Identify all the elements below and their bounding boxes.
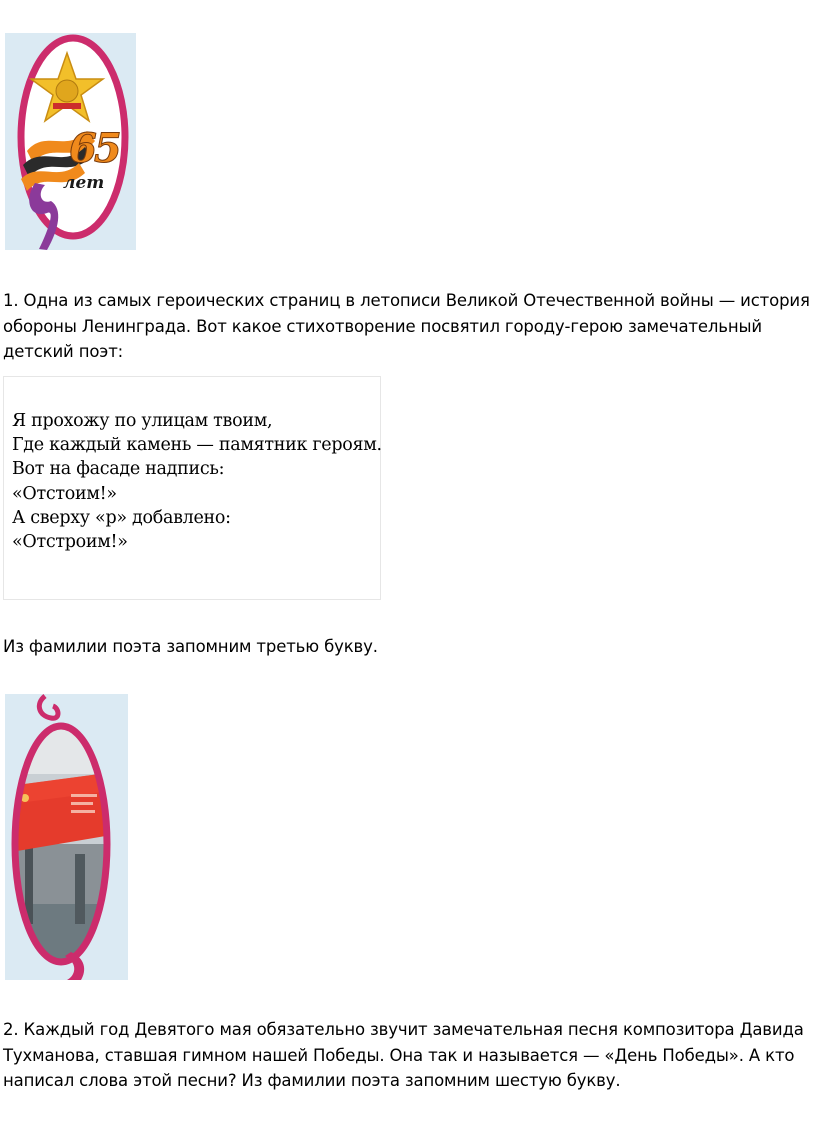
badge-label: лет — [63, 173, 105, 193]
poem-line: А сверху «р» добавлено: — [12, 507, 231, 528]
flag-photo-illustration — [5, 694, 128, 980]
poem-line: Я прохожу по улицам твоим, — [12, 411, 273, 431]
question-1-instruction: Из фамилии поэта запомним третью букву. — [3, 637, 378, 656]
anniversary-badge-image — [5, 33, 136, 250]
poem-lines — [12, 409, 382, 554]
poem-line: «Отстоим!» — [12, 483, 117, 504]
badge-number: 65 — [69, 125, 119, 172]
question-2-text: 2. Каждый год Девятого мая обязательно звучит замечательная песня композитора Давида Тухманова, ставшая гимном нашей Победы. Она так и называется — «День Победы». А кто написал слова этой песни? Из фамилии поэта запомним шестую букву. — [3, 1020, 804, 1090]
poem-line: Где каждый камень — памятник героям. — [12, 435, 382, 456]
victory-flag-image — [5, 694, 128, 980]
question-1-text: 1. Одна из самых героических страниц в летописи Великой Отечественной войны — история обороны Ленинграда. Вот какое стихотворение посвятил городу-герою замечательный детский поэт: — [3, 291, 810, 361]
poem-box — [3, 376, 381, 600]
poem-line: Вот на фасаде надпись: — [12, 459, 225, 480]
poem-line: «Отстроим!» — [12, 532, 128, 553]
